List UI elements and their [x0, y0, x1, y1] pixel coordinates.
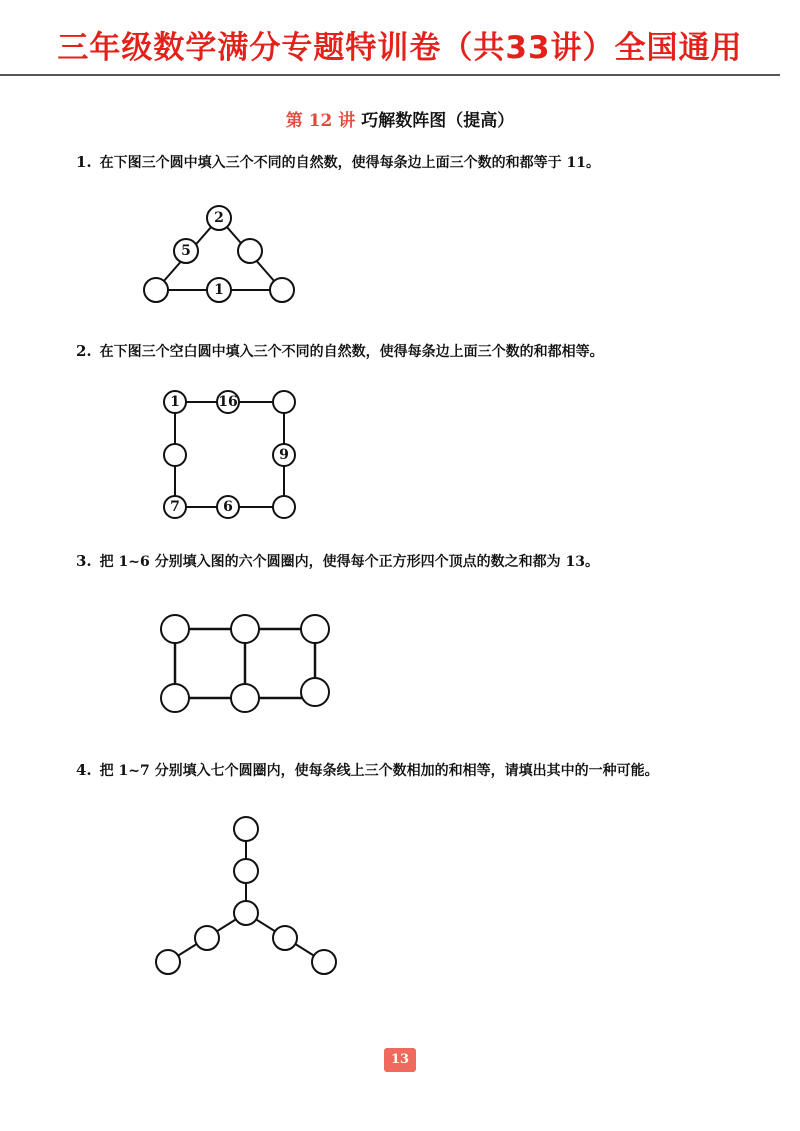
circle-top-mid[interactable] — [217, 391, 239, 413]
question-number: 1. — [76, 153, 92, 171]
question-3 — [76, 551, 599, 571]
circle-bottom-left[interactable] — [164, 496, 186, 518]
circle-bottom-left[interactable] — [161, 684, 189, 712]
circle-bottom-right[interactable] — [301, 678, 329, 706]
question-text: 在下图三个圆中填入三个不同的自然数，使得每条边上面三个数的和都等于 11。 — [99, 155, 601, 171]
question-number: 2. — [76, 342, 92, 360]
question-4 — [76, 760, 659, 780]
lesson-heading — [0, 106, 800, 131]
circle-top-left[interactable] — [161, 615, 189, 643]
question-2 — [76, 341, 604, 361]
circle-bottom-mid[interactable] — [207, 278, 231, 302]
circle-top[interactable] — [207, 206, 231, 230]
circle-arm-left-inner[interactable] — [195, 926, 219, 950]
question-text: 在下图三个空白圆中填入三个不同的自然数，使得每条边上面三个数的和都相等。 — [99, 344, 604, 360]
double-square-figure — [0, 600, 800, 725]
circle-center[interactable] — [234, 901, 258, 925]
lesson-title: 巧解数阵图（提高） — [361, 111, 515, 131]
svg-text:2: 2 — [214, 210, 224, 226]
circle-right-mid[interactable] — [238, 239, 262, 263]
svg-text:1: 1 — [214, 282, 224, 298]
svg-text:7: 7 — [170, 499, 180, 515]
circle-bottom-mid[interactable] — [231, 684, 259, 712]
question-number: 4. — [76, 761, 92, 779]
svg-text:5: 5 — [181, 243, 191, 259]
circle-arm-top-outer[interactable] — [234, 817, 258, 841]
question-number: 3. — [76, 552, 92, 570]
star-figure — [0, 805, 800, 995]
circle-arm-left-outer[interactable] — [156, 950, 180, 974]
circle-arm-right-inner[interactable] — [273, 926, 297, 950]
square-figure — [0, 385, 800, 525]
circle-arm-right-outer[interactable] — [312, 950, 336, 974]
svg-text:6: 6 — [223, 499, 233, 515]
circle-arm-top-inner[interactable] — [234, 859, 258, 883]
circle-left-mid[interactable] — [164, 444, 186, 466]
circle-bottom-left[interactable] — [144, 278, 168, 302]
question-text: 把 1~6 分别填入图的六个圆圈内，使得每个正方形四个顶点的数之和都为 13。 — [99, 554, 599, 570]
circle-top-left[interactable] — [164, 391, 186, 413]
question-1 — [76, 152, 600, 172]
circle-right-mid[interactable] — [273, 444, 295, 466]
svg-text:9: 9 — [279, 447, 289, 463]
circle-top-right[interactable] — [273, 391, 295, 413]
circle-bottom-right[interactable] — [270, 278, 294, 302]
page-number: 13 — [384, 1048, 416, 1072]
circle-top-mid[interactable] — [231, 615, 259, 643]
circle-bottom-right[interactable] — [273, 496, 295, 518]
circle-top-right[interactable] — [301, 615, 329, 643]
series-title: 三年级数学满分专题特训卷（共33讲）全国通用 — [57, 30, 743, 66]
svg-text:1: 1 — [170, 394, 180, 410]
triangle-figure — [0, 190, 800, 315]
circle-bottom-mid[interactable] — [217, 496, 239, 518]
header-divider — [0, 74, 780, 76]
svg-text:16: 16 — [218, 394, 238, 410]
lesson-number: 第 12 讲 — [285, 111, 356, 131]
circle-left-mid[interactable] — [174, 239, 198, 263]
question-text: 把 1~7 分别填入七个圆圈内，使每条线上三个数相加的和相等，请填出其中的一种可能。 — [99, 763, 659, 779]
